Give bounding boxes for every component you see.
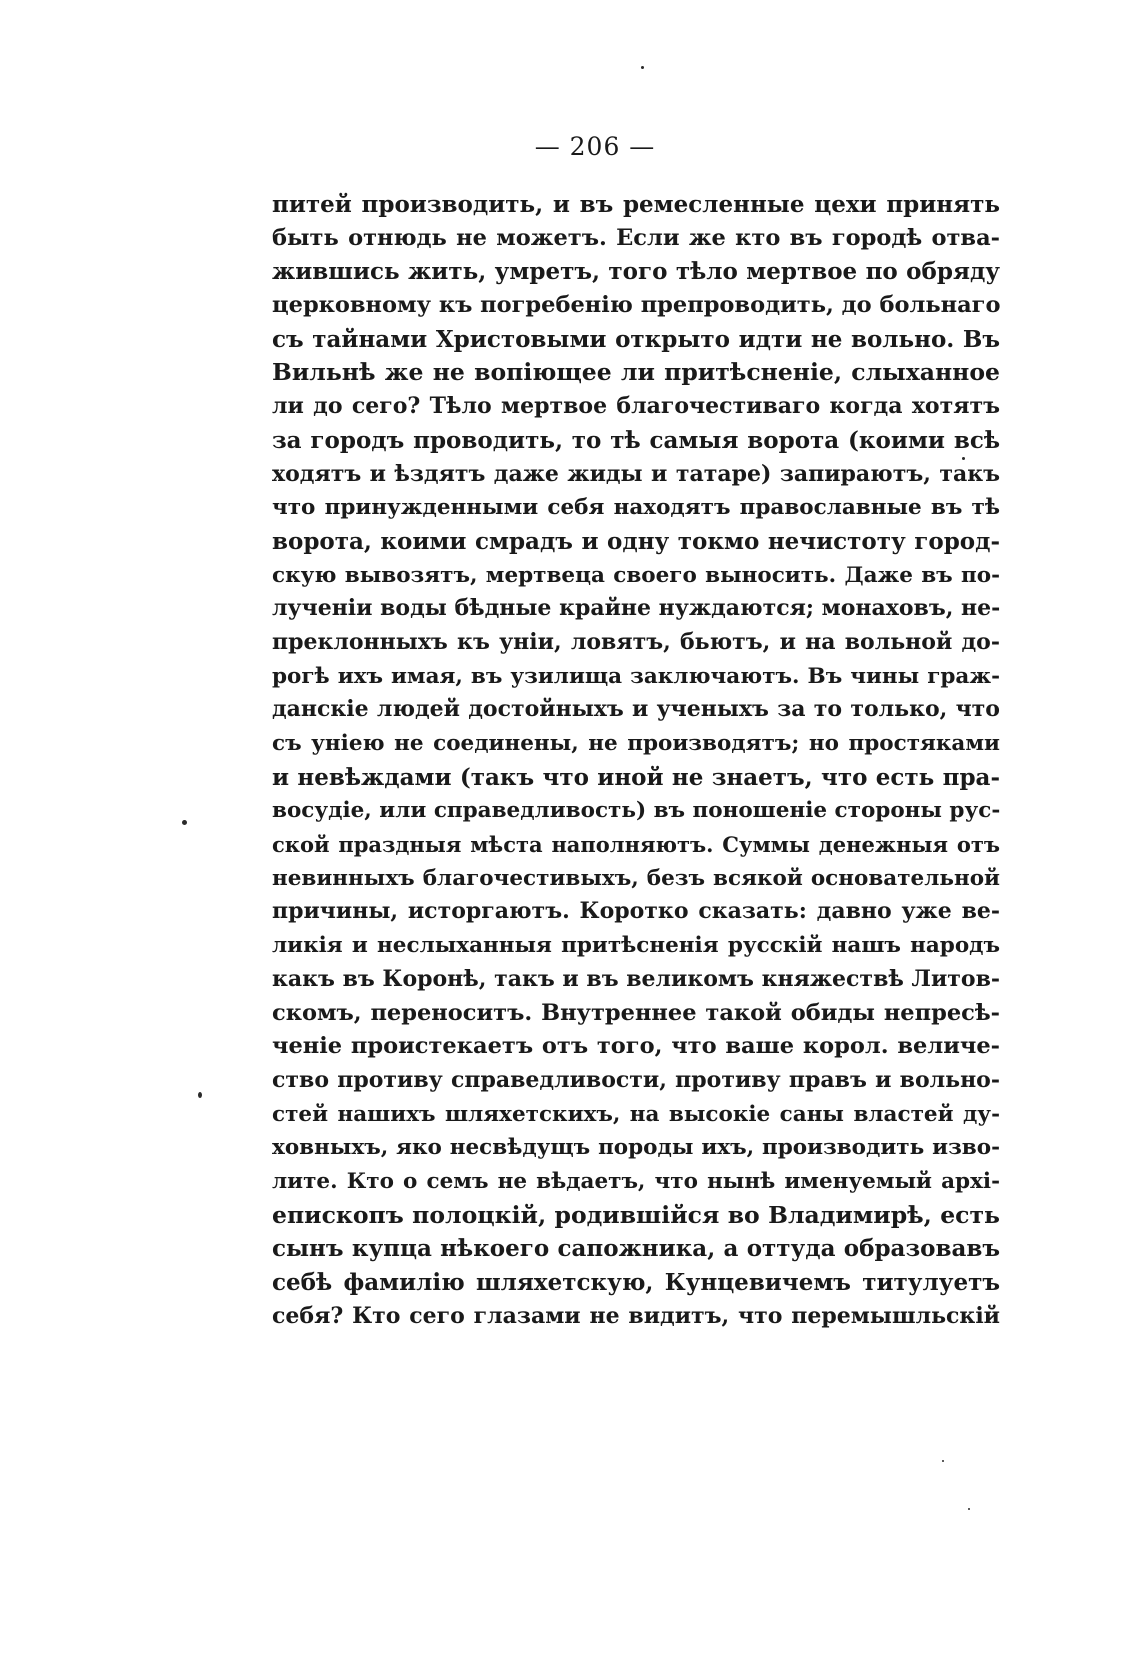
text-line: что принужденными себя находятъ православные въ тѣ bbox=[272, 495, 1000, 521]
text-line: скомъ, переноситъ. Внутреннее такой обиды непресѣ- bbox=[272, 999, 1000, 1026]
text-line: причины, исторгаютъ. Коротко сказать: давно уже ве- bbox=[272, 898, 1000, 925]
text-line: быть отнюдь не можетъ. Если же кто въ городѣ отва- bbox=[272, 224, 1000, 251]
text-line: Вильнѣ же не вопіющее ли притѣсненіе, слыханное bbox=[272, 358, 1000, 387]
text-line: за городъ проводить, то тѣ самыя ворота (коими всѣ bbox=[272, 426, 1000, 454]
page-number: — 206 — bbox=[534, 132, 656, 161]
text-line: ство противу справедливости, противу правъ и вольно- bbox=[272, 1066, 1000, 1093]
print-speck bbox=[968, 1508, 970, 1510]
print-speck bbox=[182, 820, 187, 825]
text-line: невинныхъ благочестивыхъ, безъ всякой основательной bbox=[272, 865, 1000, 891]
text-line: стей нашихъ шляхетскихъ, на высокіе саны властей ду- bbox=[272, 1101, 1000, 1127]
print-speck bbox=[942, 1460, 944, 1462]
text-line: ворота, коими смрадъ и одну токмо нечистоту город- bbox=[272, 527, 1000, 555]
text-line: преклонныхъ къ уніи, ловятъ, бьютъ, и на вольной до- bbox=[272, 628, 1000, 655]
text-line: съ уніею не соединены, не производятъ; но простяками bbox=[272, 731, 1000, 756]
text-line: восудіе, или справедливость) въ поношеніе стороны рус- bbox=[272, 798, 1000, 824]
text-line: ской праздныя мѣста наполняютъ. Суммы денежныя отъ bbox=[272, 832, 1000, 858]
text-line: скую вывозятъ, мертвеца своего выносить. Даже въ по- bbox=[272, 562, 1000, 588]
text-line: рогѣ ихъ имая, въ узилища заключаютъ. Въ чины граж- bbox=[272, 663, 1000, 689]
text-line: себѣ фамилію шляхетскую, Кунцевичемъ титулуетъ bbox=[272, 1269, 1000, 1296]
text-line: жившись жить, умретъ, того тѣло мертвое по обряду bbox=[272, 258, 1000, 286]
text-line: ченіе проистекаетъ отъ того, что ваше корол. величе- bbox=[272, 1033, 1000, 1060]
text-line: какъ въ Коронѣ, такъ и въ великомъ княжествѣ Литов- bbox=[272, 965, 1000, 992]
text-line: церковному къ погребенію препроводить, до больнаго bbox=[272, 292, 1000, 319]
text-line: питей производить, и въ ремесленные цехи принять bbox=[272, 191, 1000, 218]
text-line: сынъ купца нѣкоего сапожника, а оттуда образовавъ bbox=[272, 1235, 1000, 1263]
body-text bbox=[272, 188, 1000, 1333]
text-line: данскіе людей достойныхъ и ученыхъ за то только, что bbox=[272, 696, 1000, 723]
text-line: епископъ полоцкій, родившійся во Владимирѣ, есть bbox=[272, 1200, 1000, 1229]
text-line: лученіи воды бѣдные крайне нуждаются; монаховъ, не- bbox=[272, 595, 1000, 622]
text-line: ходятъ и ѣздятъ даже жиды и татаре) запираютъ, такъ bbox=[272, 460, 1000, 487]
print-speck bbox=[962, 457, 965, 460]
text-line: и невѣждами (такъ что иной не знаетъ, что есть пра- bbox=[272, 763, 1000, 791]
text-line: лите. Кто о семъ не вѣдаетъ, что нынѣ именуемый архі- bbox=[272, 1168, 1000, 1194]
text-line: съ тайнами Христовыми открыто идти не вольно. Въ bbox=[272, 325, 1000, 353]
text-line: себя? Кто сего глазами не видитъ, что перемышльскій bbox=[272, 1302, 1000, 1329]
print-speck bbox=[198, 1092, 202, 1098]
text-line: ховныхъ, яко несвѣдущъ породы ихъ, производить изво- bbox=[272, 1135, 1000, 1161]
text-line: ли до сего? Тѣло мертвое благочестиваго когда хотятъ bbox=[272, 393, 1000, 420]
print-speck bbox=[641, 66, 644, 69]
text-line: ликія и неслыханныя притѣсненія русскій нашъ народъ bbox=[272, 933, 1000, 959]
